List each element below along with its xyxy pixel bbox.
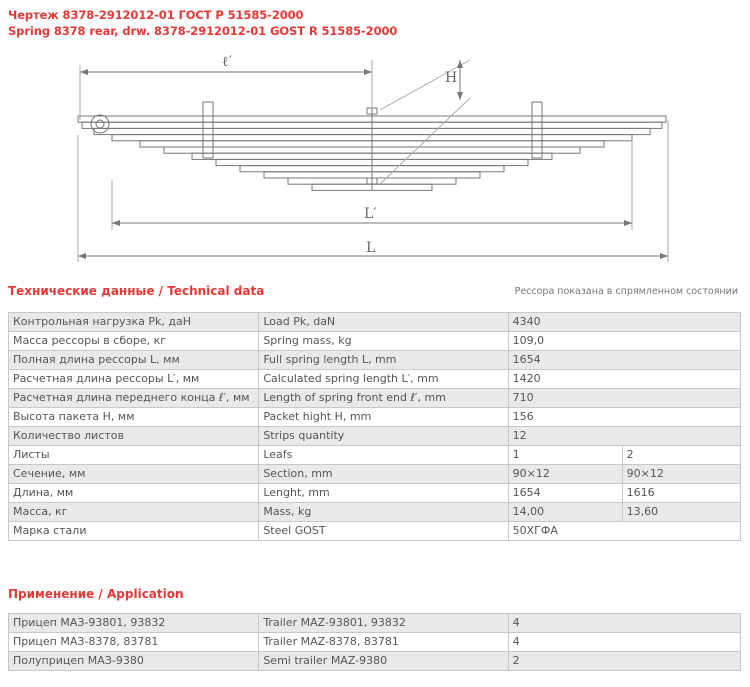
label-l-calc: L′	[364, 206, 377, 222]
param-value: 1420	[508, 370, 740, 389]
table-row	[9, 484, 741, 503]
param-name-en: Full spring length L, mm	[259, 351, 508, 370]
param-name-ru: Расчетная длина переднего конца ℓ′, мм	[9, 389, 259, 408]
spring-eye-left	[91, 115, 109, 133]
quantity: 4	[508, 633, 740, 652]
table-row	[9, 503, 741, 522]
param-value: 2	[622, 446, 740, 465]
param-name-en: Strips quantity	[259, 427, 508, 446]
drawing-title-en: Spring 8378 rear, drw. 8378-2912012-01 GOST R 51585-2000	[8, 24, 398, 38]
table-row	[9, 313, 741, 332]
clamp-left	[203, 102, 213, 158]
clamp-right	[532, 102, 542, 158]
param-value: 4340	[508, 313, 740, 332]
param-name-en: Calculated spring length L′, mm	[259, 370, 508, 389]
table-row	[9, 614, 741, 633]
param-name-en: Length of spring front end ℓ′, mm	[259, 389, 508, 408]
param-value: 50ХГФА	[508, 522, 740, 541]
param-name-ru: Расчетная длина рессоры L′, мм	[9, 370, 259, 389]
table-row	[9, 332, 741, 351]
param-value: 156	[508, 408, 740, 427]
param-name-ru: Длина, мм	[9, 484, 259, 503]
vehicle-ru: Прицеп МАЗ-8378, 83781	[9, 633, 259, 652]
label-l-full: L	[366, 240, 376, 256]
table-row	[9, 633, 741, 652]
param-value: 90×12	[622, 465, 740, 484]
application-title: Применение / Application	[8, 587, 184, 601]
table-row	[9, 465, 741, 484]
label-l-front: ℓ′	[222, 54, 232, 70]
param-name-en: Lenght, mm	[259, 484, 508, 503]
table-row	[9, 408, 741, 427]
quantity: 2	[508, 652, 740, 671]
param-value: 109,0	[508, 332, 740, 351]
param-name-en: Load Pk, daN	[259, 313, 508, 332]
application-table	[8, 613, 741, 671]
param-name-ru: Полная длина рессоры L, мм	[9, 351, 259, 370]
param-name-en: Spring mass, kg	[259, 332, 508, 351]
param-value: 13,60	[622, 503, 740, 522]
vehicle-ru: Прицеп МАЗ-93801, 93832	[9, 614, 259, 633]
param-value: 14,00	[508, 503, 622, 522]
table-row	[9, 351, 741, 370]
param-name-en: Leafs	[259, 446, 508, 465]
straightened-note: Рессора показана в спрямленном состоянии	[514, 286, 738, 297]
drawing-title-ru: Чертеж 8378-2912012-01 ГОСТ Р 51585-2000	[8, 8, 304, 22]
table-row	[9, 370, 741, 389]
tech-data-table	[8, 312, 741, 541]
param-name-ru: Масса, кг	[9, 503, 259, 522]
vehicle-en: Trailer MAZ-8378, 83781	[259, 633, 508, 652]
param-name-ru: Листы	[9, 446, 259, 465]
param-value: 1654	[508, 351, 740, 370]
table-row	[9, 652, 741, 671]
param-name-ru: Марка стали	[9, 522, 259, 541]
vehicle-en: Trailer MAZ-93801, 93832	[259, 614, 508, 633]
param-value: 12	[508, 427, 740, 446]
leaf-spring-drawing	[0, 40, 750, 262]
table-row	[9, 446, 741, 465]
label-height: H	[445, 70, 458, 86]
param-name-ru: Высота пакета H, мм	[9, 408, 259, 427]
table-row	[9, 522, 741, 541]
vehicle-ru: Полуприцеп МАЗ-9380	[9, 652, 259, 671]
param-name-ru: Масса рессоры в сборе, кг	[9, 332, 259, 351]
param-name-en: Section, mm	[259, 465, 508, 484]
param-name-ru: Контрольная нагрузка Pk, даН	[9, 313, 259, 332]
param-value: 710	[508, 389, 740, 408]
param-name-ru: Количество листов	[9, 427, 259, 446]
param-value: 1616	[622, 484, 740, 503]
table-row	[9, 389, 741, 408]
param-name-en: Steel GOST	[259, 522, 508, 541]
param-name-en: Mass, kg	[259, 503, 508, 522]
table-row	[9, 427, 741, 446]
vehicle-en: Semi trailer MAZ-9380	[259, 652, 508, 671]
param-value: 1654	[508, 484, 622, 503]
param-name-en: Packet hight H, mm	[259, 408, 508, 427]
param-value: 1	[508, 446, 622, 465]
param-value: 90×12	[508, 465, 622, 484]
quantity: 4	[508, 614, 740, 633]
tech-data-title: Технические данные / Technical data	[8, 284, 265, 298]
param-name-ru: Сечение, мм	[9, 465, 259, 484]
